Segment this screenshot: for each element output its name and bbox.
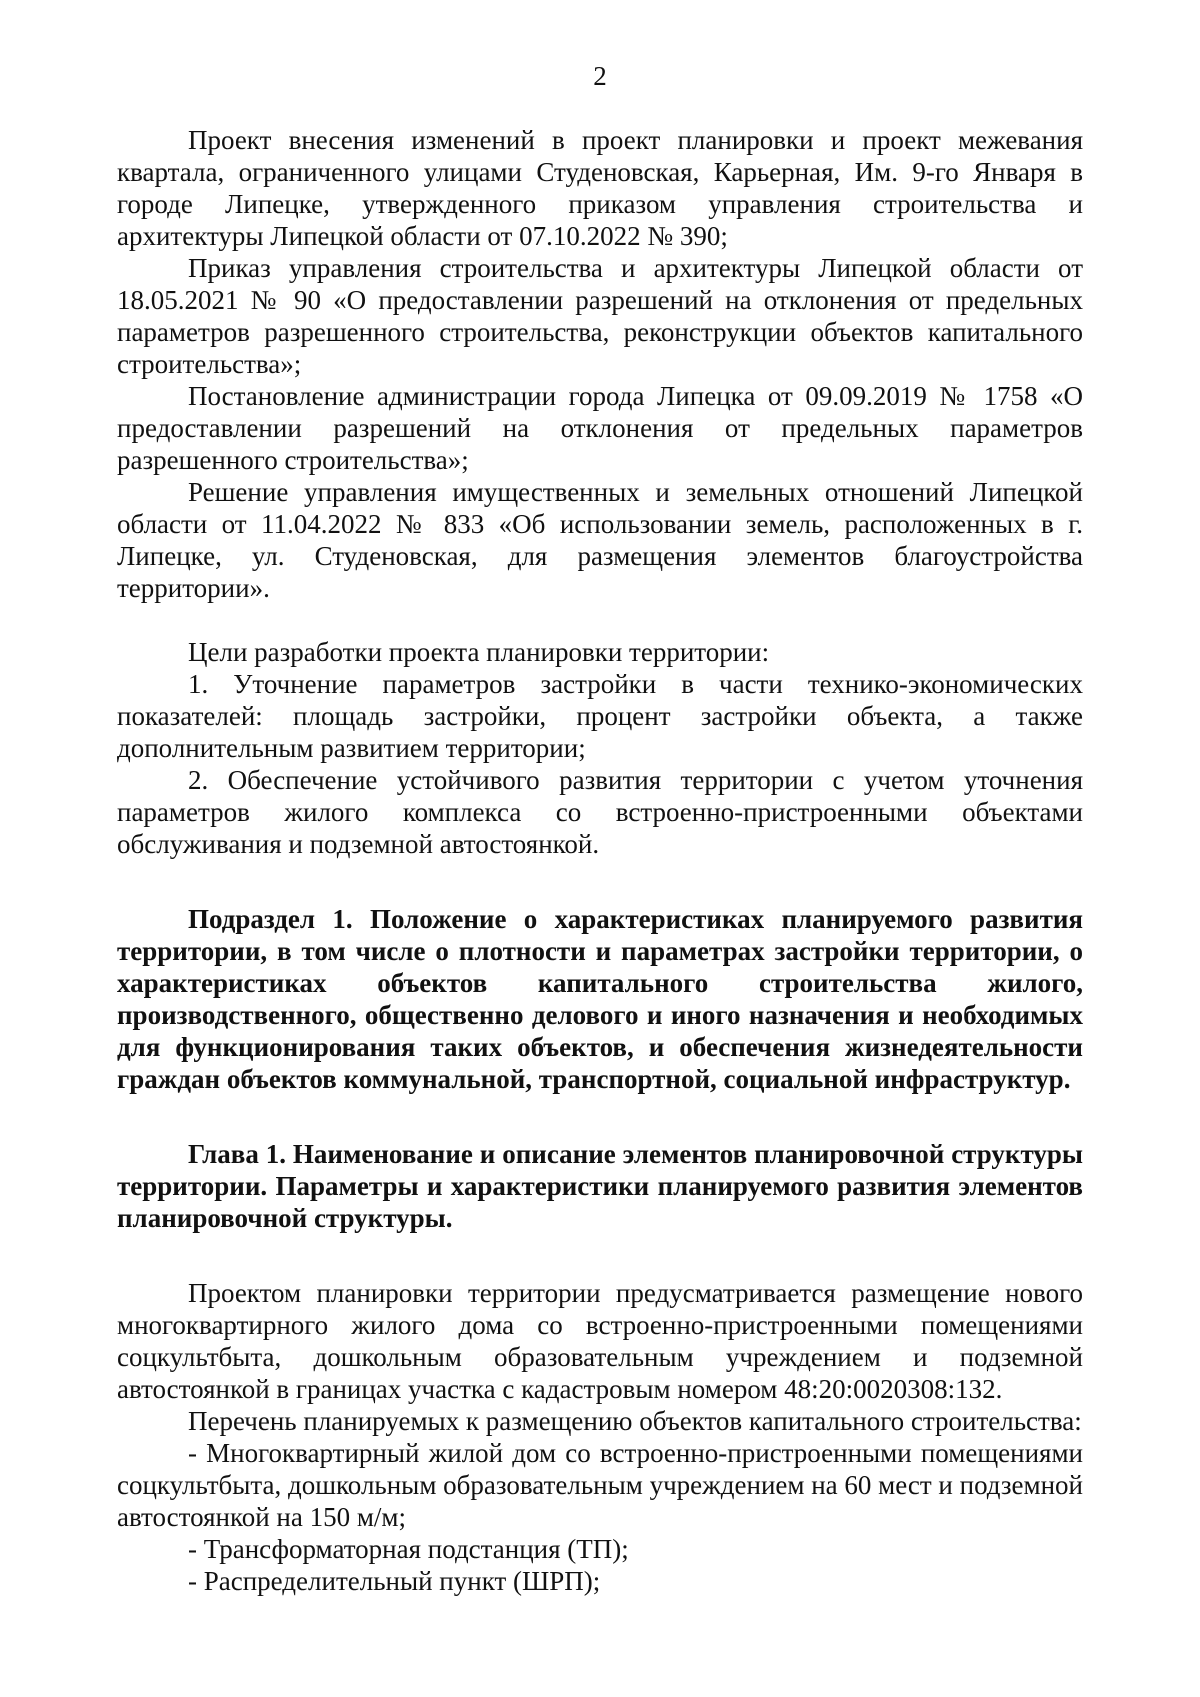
goals-title: Цели разработки проекта планировки территории:: [188, 637, 770, 667]
page-number: 2: [593, 61, 607, 91]
spacer: [117, 604, 1083, 636]
subsection-heading: Подраздел 1. Положение о характеристиках планируемого развития территории, в том числе о плотности и параметрах застройки территории, о характеристиках объектов капитального строительства жилого, производственного, общественно делового и иного назначения и необходимых для функционирования таких объектов, и обеспечения жизнедеятельности граждан объектов коммунальной, транспортной, социальной инфраструктур.: [117, 904, 1083, 1094]
paragraph: Решение управления имущественных и земельных отношений Липецкой области от 11.04.2022 № 833 «Об использовании земель, расположенных в г. Липецке, ул. Студеновская, для размещения элементов благоустройства территории».: [117, 477, 1083, 603]
chapter-heading: Глава 1. Наименование и описание элементов планировочной структуры территории. Параметры и характеристики планируемого развития элементов планировочной структуры.: [117, 1139, 1083, 1233]
document-body: [117, 124, 1083, 1597]
paragraph: Проект внесения изменений в проект планировки и проект межевания квартала, ограниченного улицами Студеновская, Карьерная, Им. 9-го Января в городе Липецке, утвержденного приказом управления строительства и архитектуры Липецкой области от 07.10.2022 № 390;: [117, 125, 1083, 251]
spacer: [117, 1095, 1083, 1138]
paragraph: Проектом планировки территории предусматривается размещение нового многоквартирного жилого дома со встроенно-пристроенными помещениями соцкультбыта, дошкольным образовательным учреждением и подземной автостоянкой в границах участка с кадастровым номером 48:20:0020308:132.: [117, 1278, 1083, 1404]
paragraph: Приказ управления строительства и архитектуры Липецкой области от 18.05.2021 № 90 «О предоставлении разрешений на отклонения от предельных параметров разрешенного строительства, реконструкции объектов капитального строительства»;: [117, 253, 1083, 379]
paragraph: Перечень планируемых к размещению объектов капитального строительства:: [188, 1406, 1082, 1436]
list-item: - Распределительный пункт (ШРП);: [188, 1566, 601, 1596]
goal-item: 1. Уточнение параметров застройки в части технико-экономических показателей: площадь застройки, процент застройки объекта, а также дополнительным развитием территории;: [117, 669, 1083, 763]
list-item: - Многоквартирный жилой дом со встроенно-пристроенными помещениями соцкультбыта, дошкольным образовательным учреждением на 60 мест и подземной автостоянкой на 150 м/м;: [117, 1438, 1084, 1532]
goal-item: 2. Обеспечение устойчивого развития территории с учетом уточнения параметров жилого комплекса со встроенно-пристроенными объектами обслуживания и подземной автостоянкой.: [117, 765, 1083, 859]
paragraph: Постановление администрации города Липецка от 09.09.2019 № 1758 «О предоставлении разрешений на отклонения от предельных параметров разрешенного строительства»;: [117, 381, 1083, 475]
list-item: - Трансформаторная подстанция (ТП);: [188, 1534, 629, 1564]
spacer: [117, 1234, 1083, 1277]
spacer: [117, 860, 1083, 903]
